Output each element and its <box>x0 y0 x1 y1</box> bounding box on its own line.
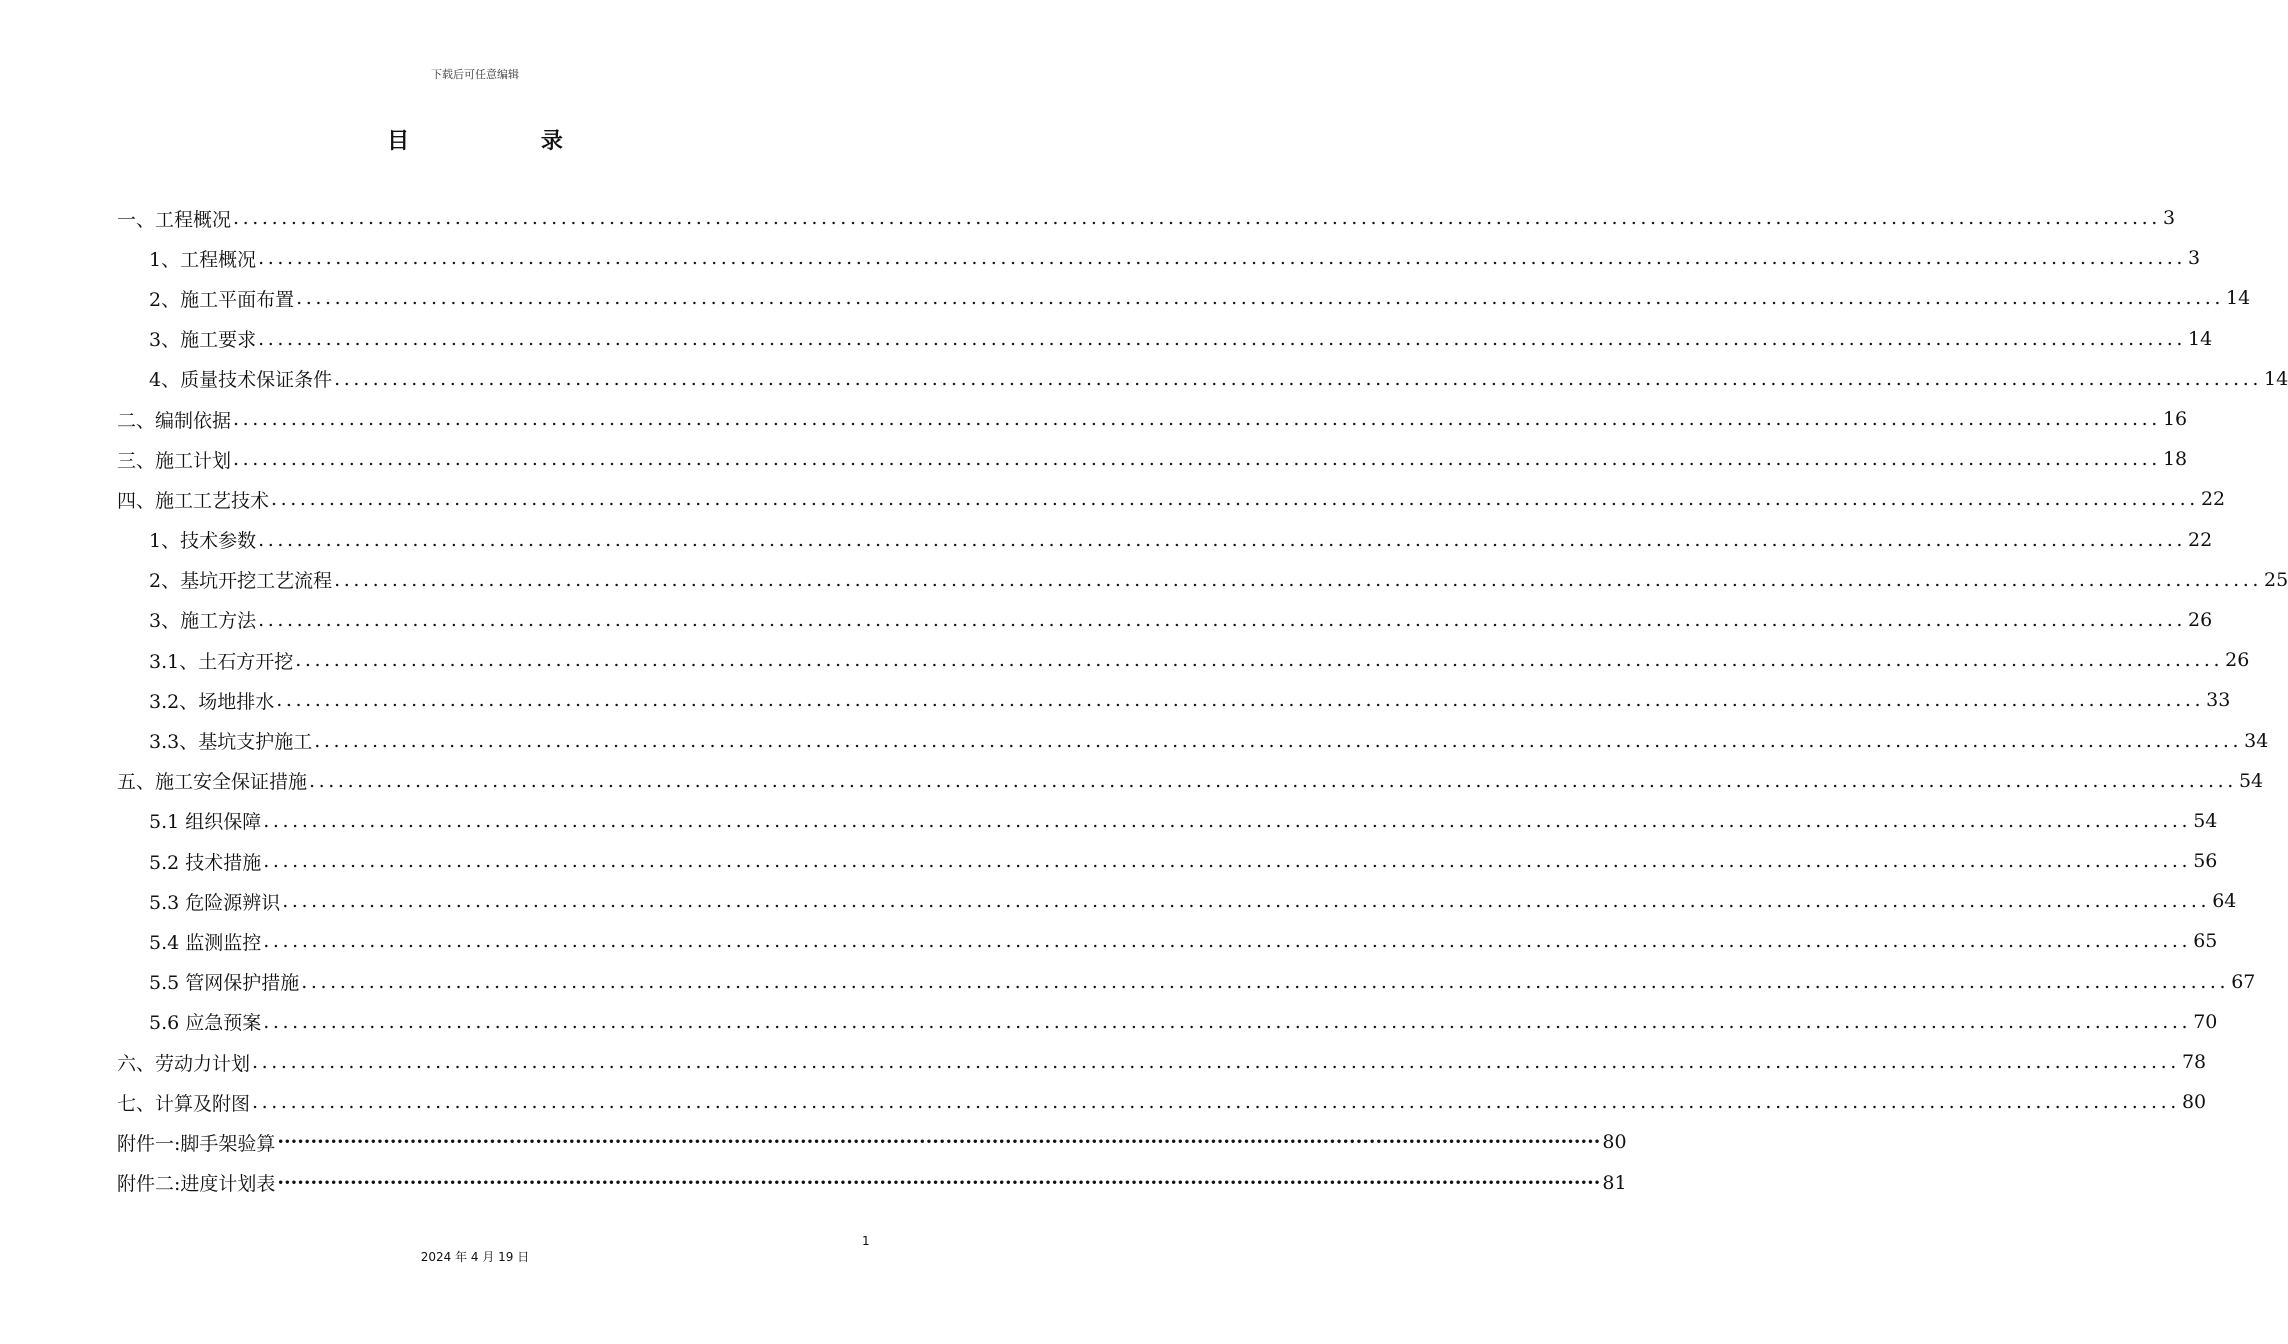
toc-entry[interactable] <box>117 841 2218 881</box>
toc-entry-page: 14 <box>2188 327 2213 350</box>
toc-leader-dots: ········································································································································································································ <box>277 1131 1601 1154</box>
toc-entry-page: 34 <box>2244 729 2269 752</box>
footer-date: 2024 年 4 月 19 日 <box>420 1250 530 1264</box>
toc-entry-label: 5.3 危险源辨识 <box>149 891 281 914</box>
toc-leader-dots: ........................................................................................................................................................................................................ <box>296 287 2225 310</box>
toc-entry-label: 4、质量技术保证条件 <box>149 369 333 392</box>
toc-entry-page: 25 <box>2264 568 2288 591</box>
toc-leader-dots: ........................................................................................................................................................................................................ <box>271 488 2199 511</box>
toc-entry-page: 64 <box>2212 890 2237 913</box>
toc-entry[interactable] <box>117 962 2256 1002</box>
toc-entry-label: 3、施工要求 <box>149 329 257 352</box>
toc-entry[interactable] <box>117 600 2213 640</box>
toc-entry[interactable] <box>117 680 2231 720</box>
toc-entry-label: 3.1、土石方开挖 <box>149 650 294 673</box>
toc-leader-dots: ........................................................................................................................................................................................................ <box>233 408 2161 431</box>
toc-entry-label: 一、工程概况 <box>117 208 232 231</box>
toc-entry-label: 5.2 技术措施 <box>149 851 262 874</box>
toc-leader-dots: ........................................................................................................................................................................................................ <box>252 1091 2180 1114</box>
toc-entry-label: 1、技术参数 <box>149 530 257 553</box>
toc-entry[interactable] <box>117 198 2176 238</box>
toc-entry-label: 3.3、基坑支护施工 <box>149 731 313 754</box>
toc-entry[interactable] <box>117 1082 2207 1122</box>
toc-leader-dots: ........................................................................................................................................................................................................ <box>314 729 2243 752</box>
toc-entry-page: 16 <box>2162 408 2188 431</box>
toc-entry[interactable] <box>117 439 2188 479</box>
toc-entry-page: 78 <box>2181 1051 2207 1074</box>
toc-entry-label: 附件一:脚手架验算 <box>117 1132 276 1155</box>
toc-leader-dots: ........................................................................................................................................................................................................ <box>258 327 2187 350</box>
toc-entry-page: 56 <box>2193 850 2218 873</box>
toc-entry-label: 2、施工平面布置 <box>149 288 295 311</box>
header-note: 下载后可任意编辑 <box>431 68 519 81</box>
toc-leader-dots: ........................................................................................................................................................................................................ <box>276 689 2205 712</box>
toc-entry[interactable] <box>117 921 2218 961</box>
toc-entry[interactable] <box>117 1042 2207 1082</box>
toc-entry-label: 五、施工安全保证措施 <box>117 771 308 794</box>
toc-leader-dots: ........................................................................................................................................................................................................ <box>233 207 2161 230</box>
toc-entry-label: 2、基坑开挖工艺流程 <box>149 570 333 593</box>
toc-entry-page: 14 <box>2226 287 2251 310</box>
toc-entry[interactable] <box>117 1122 1627 1162</box>
toc-entry-page: 65 <box>2193 930 2218 953</box>
toc-entry[interactable] <box>117 238 2201 278</box>
toc-leader-dots: ........................................................................................................................................................................................................ <box>258 528 2187 551</box>
toc-entry-page: 26 <box>2188 608 2213 631</box>
toc-entry-label: 四、施工工艺技术 <box>117 489 270 512</box>
toc-entry[interactable] <box>117 319 2213 359</box>
toc-entry-page: 22 <box>2188 528 2213 551</box>
toc-entry[interactable] <box>117 720 2269 760</box>
toc-entry[interactable] <box>117 881 2237 921</box>
toc-entry-page: 54 <box>2193 809 2218 832</box>
toc-leader-dots: ........................................................................................................................................................................................................ <box>301 970 2230 993</box>
toc-entry[interactable] <box>117 479 2226 519</box>
toc-leader-dots: ........................................................................................................................................................................................................ <box>295 649 2224 672</box>
toc-entry-label: 二、编制依据 <box>117 409 232 432</box>
toc-entry-label: 3、施工方法 <box>149 610 257 633</box>
toc-leader-dots: ........................................................................................................................................................................................................ <box>233 448 2161 471</box>
toc-leader-dots: ........................................................................................................................................................................................................ <box>263 809 2192 832</box>
toc-entry-label: 三、施工计划 <box>117 449 232 472</box>
toc-leader-dots: ........................................................................................................................................................................................................ <box>263 850 2192 873</box>
toc-leader-dots: ········································································································································································································ <box>277 1171 1601 1194</box>
toc-leader-dots: ........................................................................................................................................................................................................ <box>282 890 2211 913</box>
toc-entry-page: 33 <box>2206 689 2231 712</box>
toc-entry-page: 3 <box>2162 207 2176 230</box>
toc-entry[interactable] <box>117 359 2288 399</box>
toc-entry[interactable] <box>117 761 2264 801</box>
toc-leader-dots: ........................................................................................................................................................................................................ <box>258 247 2187 270</box>
toc-entry[interactable] <box>117 520 2213 560</box>
toc-entry-page: 70 <box>2193 1010 2218 1033</box>
toc-entry-label: 3.2、场地排水 <box>149 690 275 713</box>
page-title: 目 录 <box>387 129 625 154</box>
toc-entry-label: 附件二:进度计划表 <box>117 1173 276 1196</box>
toc-entry[interactable] <box>117 640 2250 680</box>
toc-entry[interactable] <box>117 278 2251 318</box>
toc-entry-page: 67 <box>2231 970 2256 993</box>
toc-entry-page: 3 <box>2188 247 2201 270</box>
toc-entry-page: 80 <box>1602 1131 1627 1154</box>
toc-entry-label: 5.1 组织保障 <box>149 811 262 834</box>
toc-leader-dots: ........................................................................................................................................................................................................ <box>309 769 2237 792</box>
toc-entry[interactable] <box>117 560 2288 600</box>
toc-entry[interactable] <box>117 1002 2218 1042</box>
toc-entry-page: 81 <box>1602 1171 1627 1194</box>
toc-entry-page: 54 <box>2238 769 2264 792</box>
toc-entry-page: 80 <box>2181 1091 2207 1114</box>
toc-leader-dots: ........................................................................................................................................................................................................ <box>334 568 2263 591</box>
toc-leader-dots: ........................................................................................................................................................................................................ <box>252 1051 2180 1074</box>
page-number: 1 <box>862 1234 870 1248</box>
toc-leader-dots: ........................................................................................................................................................................................................ <box>334 367 2263 390</box>
toc-entry-page: 26 <box>2225 649 2250 672</box>
toc-leader-dots: ........................................................................................................................................................................................................ <box>258 608 2187 631</box>
toc-entry-label: 1、工程概况 <box>149 248 257 271</box>
toc-entry-page: 14 <box>2264 367 2288 390</box>
toc-entry-label: 七、计算及附图 <box>117 1092 251 1115</box>
toc-entry[interactable] <box>117 801 2218 841</box>
toc-leader-dots: ........................................................................................................................................................................................................ <box>263 930 2192 953</box>
toc-entry-label: 5.6 应急预案 <box>149 1012 262 1035</box>
toc-entry-label: 5.5 管网保护措施 <box>149 972 300 995</box>
toc-entry-page: 22 <box>2200 488 2226 511</box>
table-of-contents <box>117 198 2288 1203</box>
toc-entry[interactable] <box>117 1163 1627 1203</box>
toc-entry-label: 5.4 监测监控 <box>149 931 262 954</box>
toc-leader-dots: ........................................................................................................................................................................................................ <box>263 1010 2192 1033</box>
toc-entry-page: 18 <box>2162 448 2188 471</box>
toc-entry-label: 六、劳动力计划 <box>117 1052 251 1075</box>
toc-entry[interactable] <box>117 399 2188 439</box>
